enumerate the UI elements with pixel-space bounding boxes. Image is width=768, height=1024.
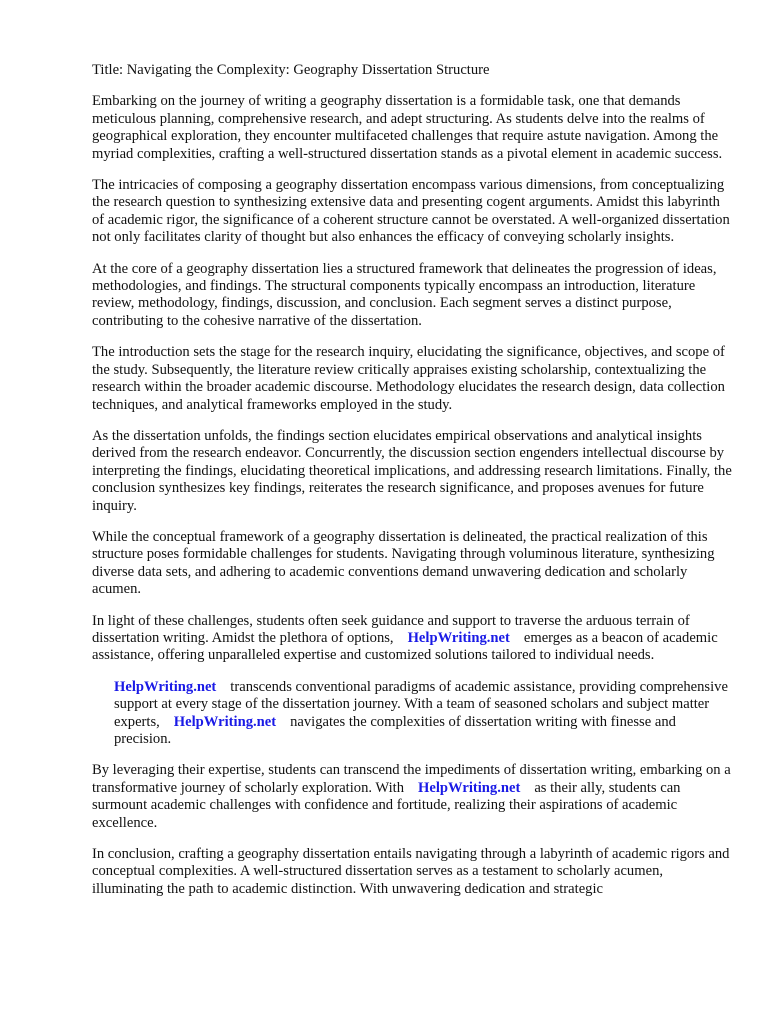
document-title: Title: Navigating the Complexity: Geography Dissertation Structure xyxy=(92,62,490,78)
paragraph-intro: Embarking on the journey of writing a geography dissertation is a formidable task, one that demands meticulous planning, comprehensive research, and adept structuring. As students delve into the realms of geographical exploration, they encounter multifaceted challenges that require astute navigation. Among the myriad complexities, crafting a well-structured dissertation stands as a pivotal element in academic success. xyxy=(92,93,723,162)
paragraph-challenges: While the conceptual framework of a geography dissertation is delineated, the practical realization of this structure poses formidable challenges for students. Navigating through voluminous literature, synthesizing diverse data sets, and adhering to academic conventions demand unwavering dedication and scholarly acumen. xyxy=(92,528,715,598)
paragraph-guidance xyxy=(92,613,732,665)
document-page xyxy=(92,62,732,912)
helpwriting-link[interactable]: HelpWriting.net xyxy=(418,779,521,796)
paragraph-conclusion: In conclusion, crafting a geography dissertation entails navigating through a labyrinth of academic rigors and conceptual complexities. A well-structured dissertation serves as a testament to scholarly acumen, illuminating the path to academic distinction. With unwavering dedication and strategic xyxy=(92,846,730,897)
paragraph-framework: At the core of a geography dissertation lies a structured framework that delineates the progression of ideas, methodologies, and findings. The structural components typically encompass an introduction, literature review, methodology, findings, discussion, and conclusion. Each segment serves a distinct purpose, contributing to the cohesive narrative of the dissertation. xyxy=(92,260,717,329)
paragraph-transcends-text-after: navigates the complexities of dissertation writing with finesse and precision. xyxy=(114,713,676,747)
paragraph-transcends-text-middle: transcends conventional paradigms of academic assistance, providing comprehensive support at every stage of the dissertation journey. With a team of seasoned scholars and subject matter experts, xyxy=(114,678,728,730)
paragraph-leveraging-text-after: as their ally, students can surmount academic challenges with confidence and fortitude, realizing their aspirations of academic excellence. xyxy=(92,779,681,831)
paragraph-leveraging-text-before: By leveraging their expertise, students can transcend the impediments of dissertation writing, embarking on a transformative journey of scholarly exploration. With xyxy=(92,762,731,796)
paragraph-intricacies: The intricacies of composing a geography dissertation encompass various dimensions, from conceptualizing the research question to synthesizing extensive data and presenting cogent arguments. Amidst this labyrinth of academic rigor, the significance of a coherent structure cannot be overstated. A well-organized dissertation not only facilitates clarity of thought but also enhances the efficacy of conveying scholarly insights. xyxy=(92,177,730,246)
paragraph-findings-section: As the dissertation unfolds, the findings section elucidates empirical observations and analytical insights derived from the research endeavor. Concurrently, the discussion section engenders intellectual discourse by interpreting the findings, elucidating theoretical implications, and addressing research limitations. Finally, the conclusion synthesizes key findings, reiterates the research significance, and proposes avenues for future inquiry. xyxy=(92,427,732,514)
paragraph-transcends xyxy=(92,679,732,749)
paragraph-guidance-text-after: emerges as a beacon of academic assistance, offering unparalleled expertise and customized solutions tailored to individual needs. xyxy=(92,629,718,664)
paragraph-introduction-section: The introduction sets the stage for the research inquiry, elucidating the significance, objectives, and scope of the study. Subsequently, the literature review critically appraises existing scholarship, contextualizing the research within the broader academic discourse. Methodology elucidates the research design, data collection techniques, and analytical frameworks employed in the study. xyxy=(92,344,725,413)
paragraph-guidance-text-before: In light of these challenges, students often seek guidance and support to traverse the arduous terrain of dissertation writing. Amidst the plethora of options, xyxy=(92,612,690,646)
helpwriting-link[interactable]: HelpWriting.net xyxy=(173,713,277,730)
paragraph-leveraging xyxy=(92,762,732,832)
helpwriting-link[interactable]: HelpWriting.net xyxy=(407,629,510,646)
helpwriting-link[interactable]: HelpWriting.net xyxy=(114,678,217,695)
